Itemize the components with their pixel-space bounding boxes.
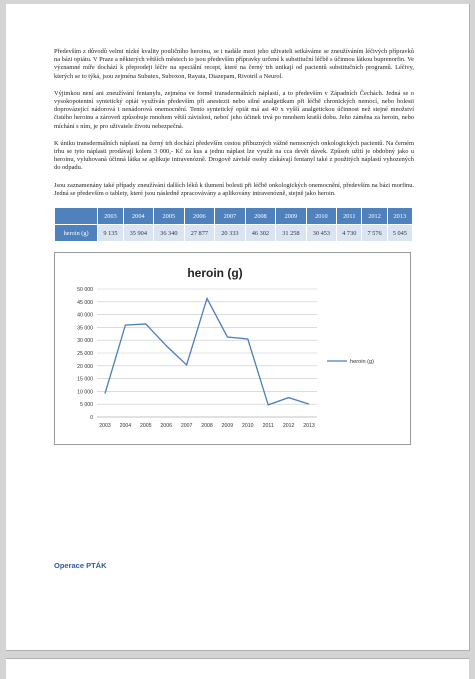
year-cell: 2003 [98,208,123,225]
y-tick-label: 10 000 [77,389,93,395]
year-cell: 2012 [362,208,387,225]
y-tick-label: 25 000 [77,351,93,357]
value-cell: 46 302 [245,225,276,242]
line-chart [55,253,410,444]
x-tick-label: 2005 [140,423,152,429]
y-tick-label: 45 000 [77,300,93,306]
document-content [54,48,414,445]
y-tick-label: 20 000 [77,364,93,370]
gridlines [97,289,317,417]
x-tick-label: 2010 [242,423,254,429]
year-cell: 2013 [387,208,412,225]
x-tick-label: 2006 [160,423,172,429]
year-cell: 2009 [276,208,307,225]
value-cell: 9 135 [98,225,123,242]
y-tick-label: 35 000 [77,325,93,331]
chart-title: heroin (g) [187,266,242,280]
y-tick-label: 0 [90,415,93,421]
x-tick-label: 2012 [283,423,295,429]
x-axis-ticks [99,423,315,429]
paragraph-1: Především z důvodů velmi nízké kvality pouličního heroinu, se i nadále mezi jeho uživateli setkáváme se zneužíváním léčivých přípravků na bázi opiátu. V Praze a některých větších městech to jsou především přípravky určené k substituční léčbě s účinnou látkou buprenorfin. Ve významné míře dochází k přeprodeji léčiv na speciální recept, které na černý trh unikají od pacientů substitučních programů. Léčivy, kterých se to týká, jsou zejména Subutex, Suboxon, Rayata, Diazepam, Rivotril a Neurol. [54,48,414,81]
x-tick-label: 2011 [263,423,274,429]
next-page-edge [6,658,469,679]
y-tick-label: 30 000 [77,338,93,344]
chart-container [54,252,411,445]
paragraph-4: Jsou zaznamenány také případy zneužívání dalších léků k tlumení bolesti při léčbě onkologických onemocnění, především na bázi morfinu. Jedná se především o tablety, které jsou následně zpracovávány a aplikovány intravenózně, stejně jako heroin. [54,182,414,198]
paragraph-2: Výjimkou není ani zneužívání fentanylu, zejména ve formě transdermálních náplastí, a to především v Západních Čechách. Jedná se o vysokopotentní syntetický opiát využíván především při anestezii nebo silné analgetikum při léčbě chronických nemocí, nebo bolesti doprovázející nádorová i nenádorová onemocnění. Tento syntetický opiát má asi 40 x vyšší analgetickou účinnost než stejné množství čistého heroinu a zároveň způsobuje mnohem větší závislost, neboť jeho účinek trvá po mnohem kratší dobu. Jeho záměna za heroin, nebo míchání s ním, je pro uživatele životu nebezpečná. [54,90,414,131]
table-header-row [55,208,413,225]
x-tick-label: 2007 [181,423,193,429]
x-tick-label: 2008 [201,423,213,429]
year-cell: 2005 [154,208,185,225]
year-cell: 2008 [245,208,276,225]
table-corner-cell [55,208,98,225]
value-cell: 4 730 [337,225,362,242]
year-cell: 2006 [184,208,215,225]
x-tick-label: 2009 [222,423,234,429]
value-cell: 20 333 [215,225,246,242]
y-tick-label: 15 000 [77,377,93,383]
value-cell: 35 904 [123,225,154,242]
x-tick-label: 2004 [120,423,132,429]
section-heading: Operace PTÁK [54,561,107,570]
paragraph-3: K úniku transdermálních náplastí na černý trh dochází především cestou příbuzných vážně nemocných onkologických pacientů. Na černém trhu se tyto náplasti prodávají kolem 3 000,- Kč za kus a jednu náplast lze využít na cca devět dávek. Způsob užití je obdobný jako u heroinu, vyluhovaná účinná látka se aplikuje intravenózně. Drogově závislé osoby získávají fentanyl také z použitých náplastí vyhozených do odpadu. [54,140,414,173]
value-cell: 7 576 [362,225,387,242]
value-cell: 31 258 [276,225,307,242]
legend [327,359,374,365]
year-cell: 2011 [337,208,362,225]
value-cell: 36 340 [154,225,185,242]
value-cell: 30 453 [306,225,337,242]
y-tick-label: 40 000 [77,313,93,319]
legend-label: heroin (g) [350,359,374,365]
x-tick-label: 2003 [99,423,111,429]
year-cell: 2010 [306,208,337,225]
value-cell: 27 877 [184,225,215,242]
y-axis-ticks [77,287,93,421]
heroin-table [54,207,413,242]
y-tick-label: 50 000 [77,287,93,293]
year-cell: 2004 [123,208,154,225]
y-tick-label: 5 000 [80,402,93,408]
value-cell: 5 045 [387,225,412,242]
x-tick-label: 2013 [303,423,315,429]
year-cell: 2007 [215,208,246,225]
table-row [55,225,413,242]
row-label-cell: heroin (g) [55,225,98,242]
